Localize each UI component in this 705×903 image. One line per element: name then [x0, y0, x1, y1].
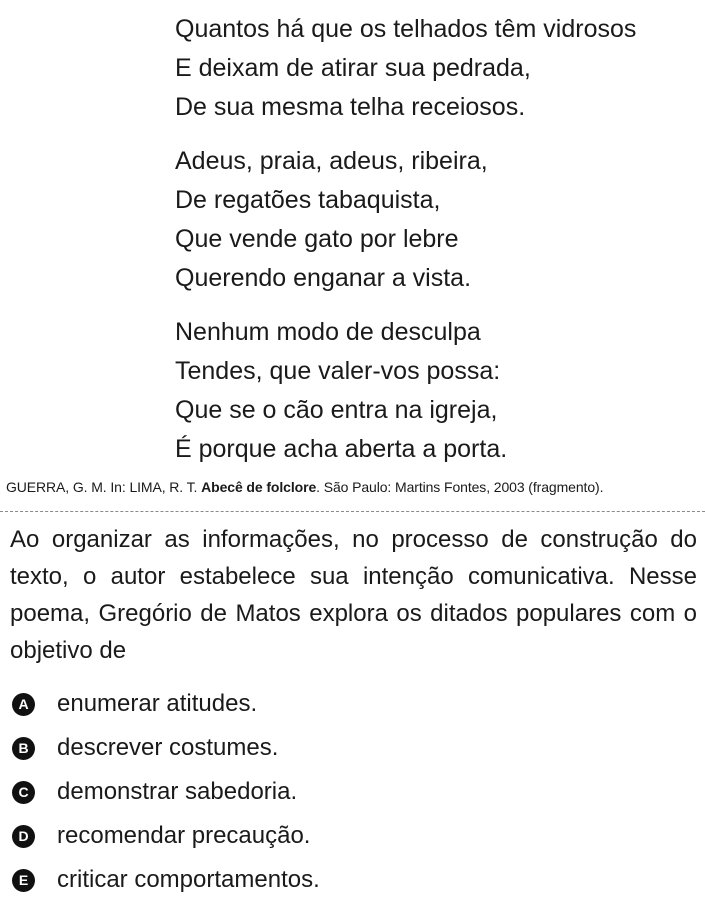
poem-verse: É porque acha aberta a porta. [175, 435, 508, 463]
poem-stanza-2 [175, 142, 636, 298]
answer-option-a[interactable] [12, 682, 320, 726]
option-text: recomendar precaução. [57, 822, 311, 849]
option-letter-badge: B [12, 737, 35, 760]
answer-options [12, 682, 320, 902]
answer-option-c[interactable] [12, 770, 320, 814]
poem-verse: De sua mesma telha receiosos. [175, 93, 526, 121]
poem-verse: E deixam de atirar sua pedrada, [175, 54, 531, 82]
answer-option-e[interactable] [12, 858, 320, 902]
option-letter-badge: D [12, 825, 35, 848]
option-letter-badge: C [12, 781, 35, 804]
poem-verse: De regatões tabaquista, [175, 186, 441, 214]
poem-verse: Que vende gato por lebre [175, 225, 459, 253]
question-prompt: Ao organizar as informações, no processo de construção do texto, o autor estabelece sua intenção comunicativa. Nesse poema, Gregório de Matos explora os ditados populares com o objetivo de [10, 526, 697, 664]
poem-verse: Querendo enganar a vista. [175, 264, 472, 292]
option-letter-badge: E [12, 869, 35, 892]
citation-book-title: Abecê de folclore [201, 479, 317, 495]
answer-option-d[interactable] [12, 814, 320, 858]
option-letter-badge: A [12, 693, 35, 716]
option-text: criticar comportamentos. [57, 866, 320, 893]
poem-verse: Adeus, praia, adeus, ribeira, [175, 147, 488, 175]
poem-verse: Quantos há que os telhados têm vidrosos [175, 15, 637, 43]
option-text: demonstrar sabedoria. [57, 778, 298, 805]
citation-publication: . São Paulo: Martins Fontes, 2003 (fragmento). [316, 479, 604, 495]
poem-verse: Tendes, que valer-vos possa: [175, 357, 501, 385]
poem-verse: Que se o cão entra na igreja, [175, 396, 498, 424]
section-divider [0, 511, 705, 512]
option-text: enumerar atitudes. [57, 690, 258, 717]
poem-verse: Nenhum modo de desculpa [175, 318, 481, 346]
citation-authors: GUERRA, G. M. In: LIMA, R. T. [6, 479, 202, 495]
poem-stanza-1 [175, 10, 636, 127]
source-citation [6, 479, 603, 495]
option-text: descrever costumes. [57, 734, 279, 761]
poem-stanza-3 [175, 313, 636, 469]
poem [175, 10, 636, 469]
answer-option-b[interactable] [12, 726, 320, 770]
